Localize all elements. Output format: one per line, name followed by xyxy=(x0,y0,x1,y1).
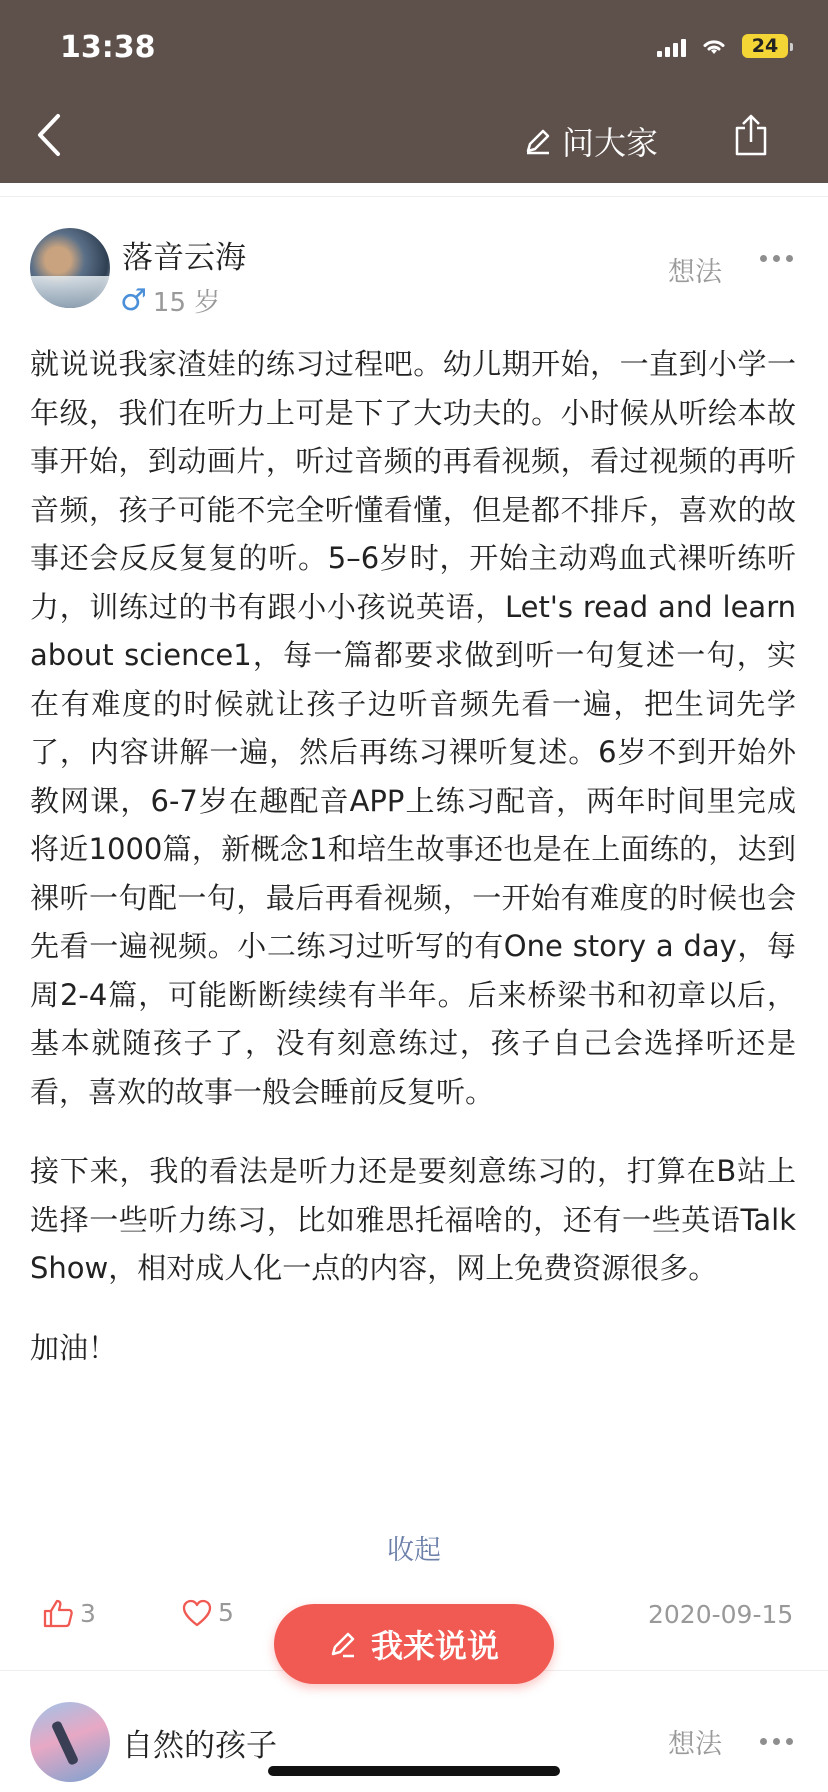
favorite-button[interactable] xyxy=(182,1598,234,1627)
post-paragraph: 就说说我家渣娃的练习过程吧。幼儿期开始，一直到小学一年级，我们在听力上可是下了大功夫的。小时候从听绘本故事开始，到动画片，听过音频的再看视频，看过视频的再听音频，孩子可能不完全听懂看懂，但是都不排斥，喜欢的故事还会反反复复的听。5–6岁时，开始主动鸡血式裸听练听力，训练过的书有跟小小孩说英语，Let's read and learn about science1，每一篇都要求做到听一句复述一句，实在有难度的时候就让孩子边听音频先看一遍，把生词先学了，内容讲解一遍，然后再练习裸听复述。6岁不到开始外教网课，6-7岁在趣配音APP上练习配音，两年时间里完成将近1000篇，新概念1和培生故事还也是在上面练的，达到裸听一句配一句，最后再看视频，一开始有难度的时候也会先看一遍视频。小二练习过听写的有One story a day，每周2-4篇，可能断断续续有半年。后来桥梁书和初章以后，基本就随孩子了，没有刻意练过，孩子自己会选择听还是看，喜欢的故事一般会睡前反复听。 xyxy=(30,347,796,1109)
share-icon[interactable] xyxy=(733,112,769,158)
collapse-link[interactable]: 收起 xyxy=(387,1535,441,1566)
like-button[interactable] xyxy=(42,1598,96,1628)
battery-level: 24 xyxy=(751,35,779,57)
avatar[interactable] xyxy=(30,228,110,308)
male-icon: ♂ xyxy=(120,283,147,318)
heart-icon xyxy=(182,1599,212,1627)
post-content xyxy=(30,340,796,1372)
speak-button[interactable] xyxy=(274,1604,554,1684)
more-icon[interactable] xyxy=(760,1738,793,1745)
post-date: 2020-09-15 xyxy=(648,1600,794,1629)
cellular-signal-icon xyxy=(657,35,686,57)
pencil-icon xyxy=(524,127,552,155)
divider xyxy=(0,196,828,197)
speak-button-label: 我来说说 xyxy=(370,1627,499,1665)
more-icon[interactable] xyxy=(760,255,793,262)
post-paragraph: 接下来，我的看法是听力还是要刻意练习的，打算在B站上选择一些听力练习，比如雅思托福啥的，还有一些英语Talk Show，相对成人化一点的内容，网上免费资源很多。 xyxy=(30,1154,796,1285)
post-paragraph: 加油！ xyxy=(30,1330,118,1365)
post-type-tag: 想法 xyxy=(668,1729,722,1760)
wifi-icon xyxy=(700,35,728,57)
top-bar xyxy=(0,0,828,183)
author-age: 15 岁 xyxy=(152,288,221,318)
ask-everyone-label: 问大家 xyxy=(562,124,659,162)
heart-count: 5 xyxy=(218,1598,234,1627)
post-type-tag: 想法 xyxy=(668,257,722,288)
avatar[interactable] xyxy=(30,1702,110,1782)
pencil-icon xyxy=(329,1630,357,1658)
status-icons xyxy=(657,34,788,58)
home-indicator xyxy=(268,1766,560,1776)
author-meta xyxy=(120,282,220,319)
ask-everyone-button[interactable] xyxy=(524,118,658,164)
back-icon[interactable] xyxy=(34,112,64,158)
status-time: 13:38 xyxy=(60,30,156,65)
author-name[interactable]: 自然的孩子 xyxy=(122,1728,277,1764)
battery-icon xyxy=(742,34,788,58)
thumbs-up-icon xyxy=(42,1598,74,1628)
author-name[interactable]: 落音云海 xyxy=(122,240,246,276)
like-count: 3 xyxy=(80,1598,96,1628)
